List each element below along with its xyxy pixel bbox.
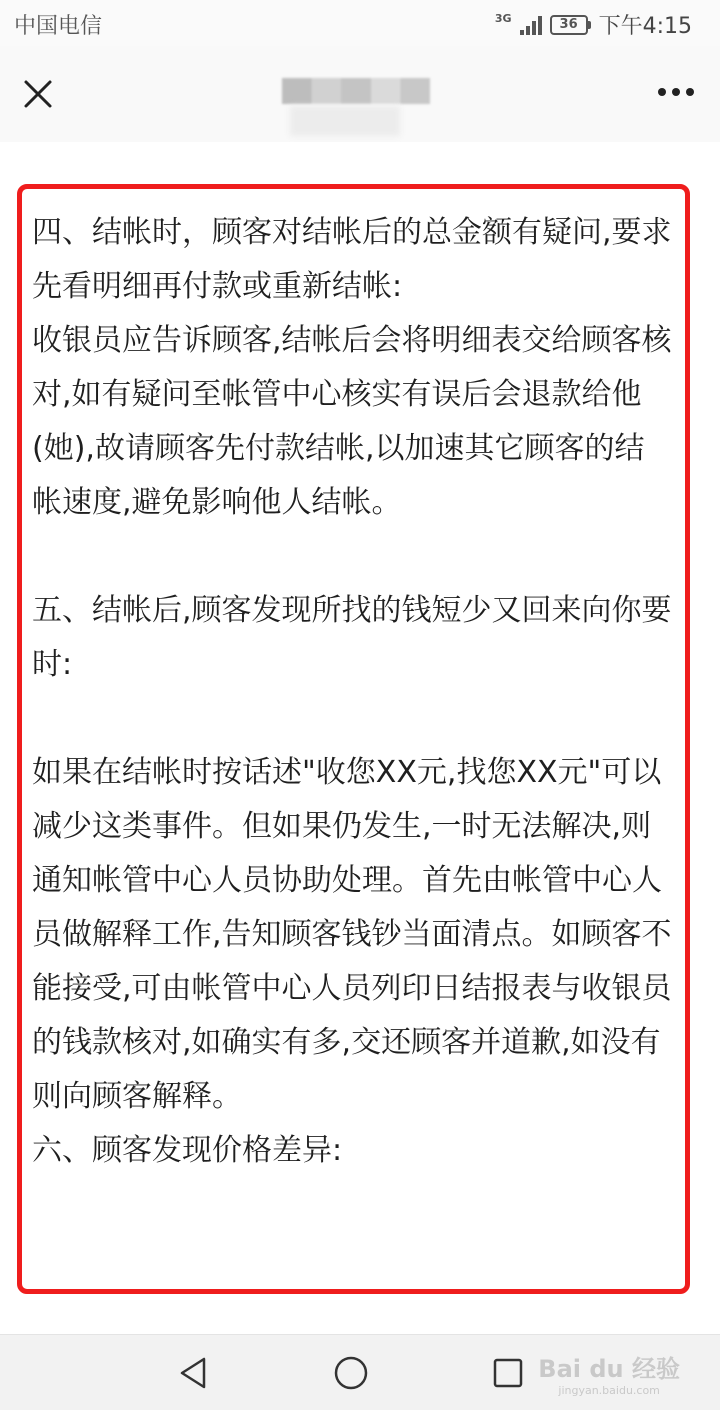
paragraph-section-5-body: 如果在结帐时按话述"收您XX元,找您XX元"可以减少这类事件。但如果仍发生,一时无法解决,则通知帐管中心人员协助处理。首先由帐管中心人员做解释工作,告知顾客钱钞当面清点。如顾客不能接受,可由帐管中心人员列印日结报表与收银员的钱款核对,如确实有多,交还顾客并道歉,如没有则向顾客解释。 (32, 755, 672, 1114)
paragraph-section-6-title: 六、顾客发现价格差异: (32, 1133, 343, 1168)
network-type-label: 3G (494, 12, 512, 25)
close-icon[interactable] (18, 74, 58, 114)
system-nav-bar (0, 1334, 720, 1410)
watermark-main: Bai du 经验 (538, 1355, 680, 1383)
recent-square-icon[interactable] (486, 1351, 530, 1395)
status-bar (0, 0, 720, 46)
title-blur-shadow (290, 106, 400, 136)
status-indicators (495, 9, 692, 40)
paragraph-section-5-title: 五、结帐后,顾客发现所找的钱短少又回来向你要时: (32, 593, 672, 682)
title-bar (0, 46, 720, 142)
article-body (32, 206, 672, 1178)
back-triangle-icon[interactable] (172, 1351, 216, 1395)
paragraph-section-4-body: 收银员应告诉顾客,结帐后会将明细表交给顾客核对,如有疑问至帐管中心核实有误后会退款给他(她),故请顾客先付款结帐,以加速其它顾客的结帐速度,避免影响他人结帐。 (32, 323, 672, 520)
home-circle-icon[interactable] (329, 1351, 373, 1395)
clock: 下午4:15 (598, 14, 692, 39)
signal-icon (520, 15, 542, 35)
paragraph-section-4-title: 四、结帐时，顾客对结帐后的总金额有疑问,要求先看明细再付款或重新结帐: (32, 215, 672, 304)
battery-level: 36 (550, 15, 588, 35)
baidu-watermark (538, 1349, 680, 1397)
page-title-blurred (282, 78, 430, 104)
carrier-label: 中国电信 (14, 14, 103, 39)
battery-icon (550, 15, 591, 35)
watermark-sub: jingyan.baidu.com (558, 1384, 660, 1397)
article-content[interactable] (0, 142, 720, 1334)
more-icon[interactable] (658, 88, 694, 96)
